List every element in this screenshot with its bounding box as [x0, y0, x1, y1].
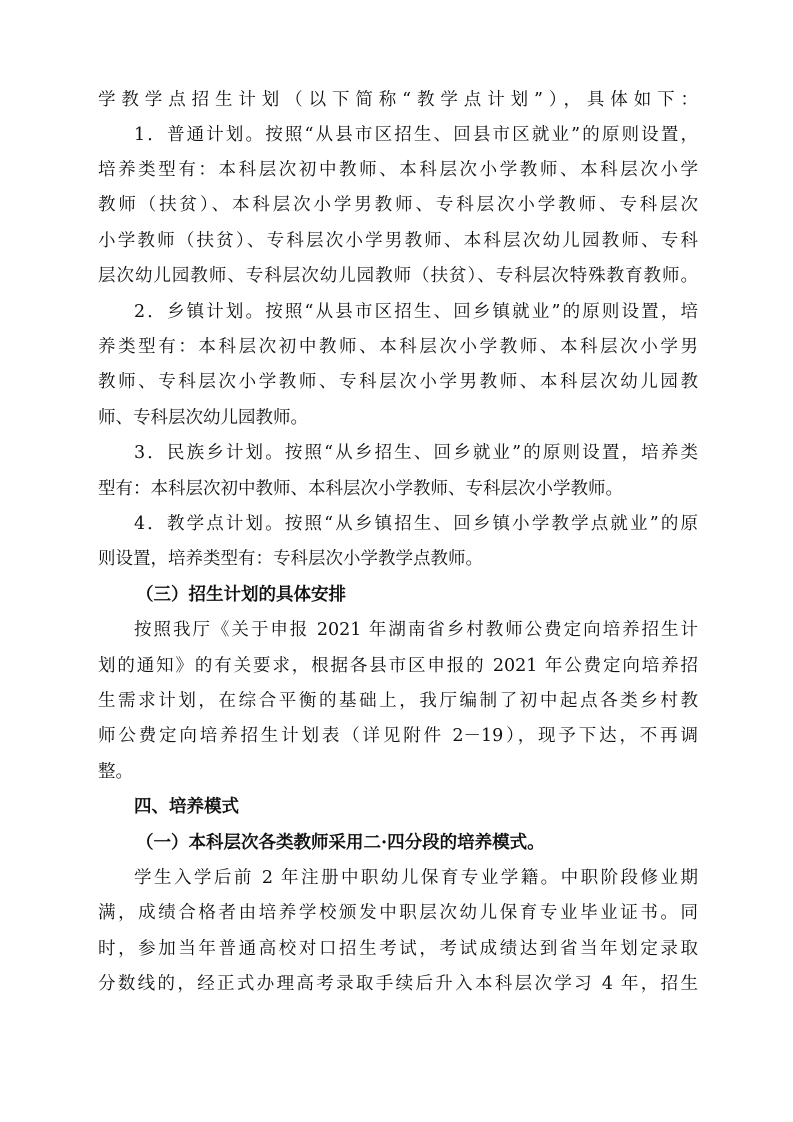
item-4-line: 则设置，培养类型有：专科层次小学教学点教师。 — [98, 549, 483, 569]
item-2-line: 2．乡镇计划。按照“从县市区招生、回乡镇就业”的原则设置，培 — [134, 302, 698, 322]
plan-paragraph-line: 师公费定向培养招生计划表（详见附件 2－19），现予下达，不再调 — [98, 726, 698, 746]
para-intro-line: 学教学点招生计划（以下简称“教学点计划”），具体如下： — [98, 90, 698, 110]
item-2-line: 师、专科层次幼儿园教师。 — [98, 408, 308, 428]
model-paragraph-line: 时，参加当年普通高校对口招生考试，考试成绩达到省当年划定录取 — [98, 939, 698, 959]
model-paragraph-line: 学生入学后前 2 年注册中职幼儿保育专业学籍。中职阶段修业期 — [134, 868, 698, 888]
plan-paragraph-line: 生需求计划，在综合平衡的基础上，我厅编制了初中起点各类乡村教 — [98, 691, 698, 711]
item-2-line: 教师、专科层次小学教师、专科层次小学男教师、本科层次幼儿园教 — [98, 372, 698, 392]
chapter-heading-4: 四、培养模式 — [134, 797, 239, 817]
plan-paragraph-line: 划的通知》的有关要求，根据各县市区申报的 2021 年公费定向培养招 — [98, 656, 698, 676]
item-1-line: 教师（扶贫）、本科层次小学男教师、专科层次小学教师、专科层次 — [98, 195, 698, 215]
item-2-line: 养类型有：本科层次初中教师、本科层次小学教师、本科层次小学男 — [98, 337, 698, 357]
item-1-line: 1．普通计划。按照“从县市区招生、回县市区就业”的原则设置， — [134, 125, 698, 145]
plan-paragraph-line: 按照我厅《关于申报 2021 年湖南省乡村教师公费定向培养招生计 — [134, 620, 698, 640]
item-1-line: 培养类型有：本科层次初中教师、本科层次小学教师、本科层次小学 — [98, 160, 698, 180]
item-3-line: 型有：本科层次初中教师、本科层次小学教师、专科层次小学教师。 — [98, 479, 623, 499]
item-3-line: 3．民族乡计划。按照“从乡招生、回乡就业”的原则设置，培养类 — [134, 443, 698, 463]
model-paragraph-line: 满，成绩合格者由培养学校颁发中职层次幼儿保育专业毕业证书。同 — [98, 903, 698, 923]
section-heading-4-1: （一）本科层次各类教师采用二·四分段的培养模式。 — [136, 833, 545, 853]
plan-paragraph-line: 整。 — [98, 762, 133, 782]
item-1-line: 小学教师（扶贫）、专科层次小学男教师、本科层次幼儿园教师、专科 — [98, 231, 698, 251]
model-paragraph-line: 分数线的，经正式办理高考录取手续后升入本科层次学习 4 年，招生 — [98, 974, 698, 994]
item-1-line: 层次幼儿园教师、专科层次幼儿园教师（扶贫）、专科层次特殊教育教师。 — [98, 266, 698, 286]
section-heading-3: （三）招生计划的具体安排 — [136, 585, 346, 605]
item-4-line: 4．教学点计划。按照“从乡镇招生、回乡镇小学教学点就业”的原 — [134, 514, 698, 534]
